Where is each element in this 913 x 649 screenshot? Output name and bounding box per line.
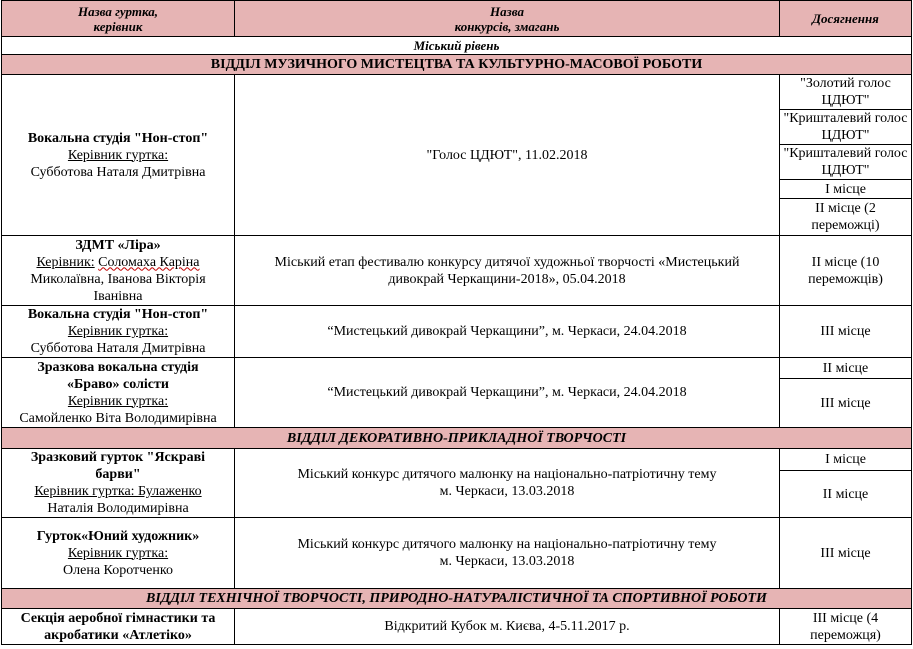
group-cell (2, 236, 235, 306)
achievement-cell: І місце (780, 449, 912, 471)
section-row-technical (2, 589, 912, 609)
group-cell (2, 518, 235, 589)
section-title: ВІДДІЛ ТЕХНІЧНОЇ ТВОРЧОСТІ, ПРИРОДНО-НАТУРАЛІСТИЧНОЇ ТА СПОРТИВНОЇ РОБОТИ (2, 589, 912, 609)
group-cell (2, 75, 235, 236)
leader-label: Керівник: (36, 254, 95, 270)
table-row (2, 75, 912, 110)
leader-label: Керівник гуртка: (67, 393, 169, 409)
leader-name: Олена Коротченко (63, 562, 173, 578)
leader-name: Наталія Володимирівна (47, 501, 189, 516)
contest-cell (235, 518, 780, 589)
leader-label: Керівник гуртка: (67, 324, 169, 339)
table-row (2, 306, 912, 358)
group-name: Секція аеробної гімнастики та (20, 610, 216, 626)
achievement-cell: ІІІ місце (780, 518, 912, 589)
leader-name: Соломаха Каріна (98, 254, 200, 270)
achievement-cell: ІІ місце (780, 471, 912, 518)
contest-line: Міський етап фестивалю конкурсу дитячої художньої творчості «Мистецький (274, 254, 740, 270)
achievement-cell: ІІ місце (780, 358, 912, 379)
achievement-cell: ІІІ місце (780, 306, 912, 358)
achievement-cell: ІІ місце (2 переможці) (780, 199, 912, 236)
table-row (2, 518, 912, 589)
contest-line: Міський конкурс дитячого малюнку на національно-патріотичну тему (297, 537, 717, 552)
leader-label: Керівник гуртка: (67, 147, 169, 163)
achievement-cell: ІІІ місце (780, 379, 912, 428)
section-row-music (2, 55, 912, 75)
achievement-cell: "Золотий голос ЦДЮТ" (780, 75, 912, 110)
group-name-cont: «Браво» солісти (67, 376, 169, 392)
group-name: Зразкова вокальна студія (37, 359, 199, 375)
contest-cell: “Мистецький дивокрай Черкащини”, м. Черкаси, 24.04.2018 (235, 306, 780, 358)
section-row-decorative (2, 428, 912, 449)
level-row (2, 37, 912, 55)
group-name: Вокальна студія "Нон-стоп" (27, 307, 209, 322)
group-cell (2, 358, 235, 428)
table-row (2, 358, 912, 379)
achievements-table (1, 0, 912, 645)
group-name-cont: барви" (95, 467, 141, 482)
leader-name-cont: Миколаївна, Іванова Вікторія (30, 271, 206, 287)
leader-label: Керівник гуртка: (67, 545, 169, 561)
group-name: Гурток«Юний художник» (36, 528, 200, 544)
leader-label: Керівник гуртка: Булаженко (34, 484, 202, 499)
contest-line: м. Черкаси, 13.03.2018 (439, 554, 575, 569)
achievement-cell: "Кришталевий голос ЦДЮТ" (780, 110, 912, 145)
achievement-cell: І місце (780, 180, 912, 199)
header-achievement: Досягнення (780, 1, 912, 37)
group-cell (2, 449, 235, 518)
achievement-cell: "Кришталевий голос ЦДЮТ" (780, 145, 912, 180)
section-title: ВІДДІЛ ДЕКОРАТИВНО-ПРИКЛАДНОЇ ТВОРЧОСТІ (2, 428, 912, 449)
group-name: ЗДМТ «Ліра» (75, 237, 161, 253)
contest-cell: "Голос ЦДЮТ", 11.02.2018 (235, 75, 780, 236)
contest-cell (235, 236, 780, 306)
table-row (2, 236, 912, 306)
leader-name-cont: Іванівна (93, 288, 143, 304)
header-group-leader: Назва гуртка, керівник (2, 1, 235, 37)
achievement-cell: ІІ місце (10 переможців) (780, 236, 912, 306)
group-cell (2, 609, 235, 645)
table-header-row (2, 1, 912, 37)
group-name-cont: акробатики «Атлетіко» (44, 627, 192, 643)
leader-name: Субботова Наталя Дмитрівна (30, 341, 206, 356)
level-title: Міський рівень (2, 37, 912, 55)
group-name: Зразковий гурток "Яскраві (30, 450, 206, 465)
contest-cell: “Мистецький дивокрай Черкащини”, м. Черкаси, 24.04.2018 (235, 358, 780, 428)
contest-line: дивокрай Черкащини-2018», 05.04.2018 (388, 271, 626, 287)
contest-cell (235, 449, 780, 518)
contest-line: м. Черкаси, 13.03.2018 (439, 484, 575, 499)
contest-line: Міський конкурс дитячого малюнку на національно-патріотичну тему (297, 467, 717, 482)
group-name: Вокальна студія "Нон-стоп" (27, 130, 209, 146)
table-row (2, 449, 912, 471)
header-contest: Назва конкурсів, змагань (235, 1, 780, 37)
section-title: ВІДДІЛ МУЗИЧНОГО МИСТЕЦТВА ТА КУЛЬТУРНО-МАСОВОЇ РОБОТИ (2, 55, 912, 75)
group-cell (2, 306, 235, 358)
leader-name: Самойленко Віта Володимирівна (19, 410, 217, 426)
table-row (2, 609, 912, 645)
achievement-cell: ІІІ місце (4 переможця) (780, 609, 912, 645)
leader-name: Субботова Наталя Дмитрівна (30, 164, 206, 180)
contest-cell: Відкритий Кубок м. Києва, 4-5.11.2017 р. (235, 609, 780, 645)
